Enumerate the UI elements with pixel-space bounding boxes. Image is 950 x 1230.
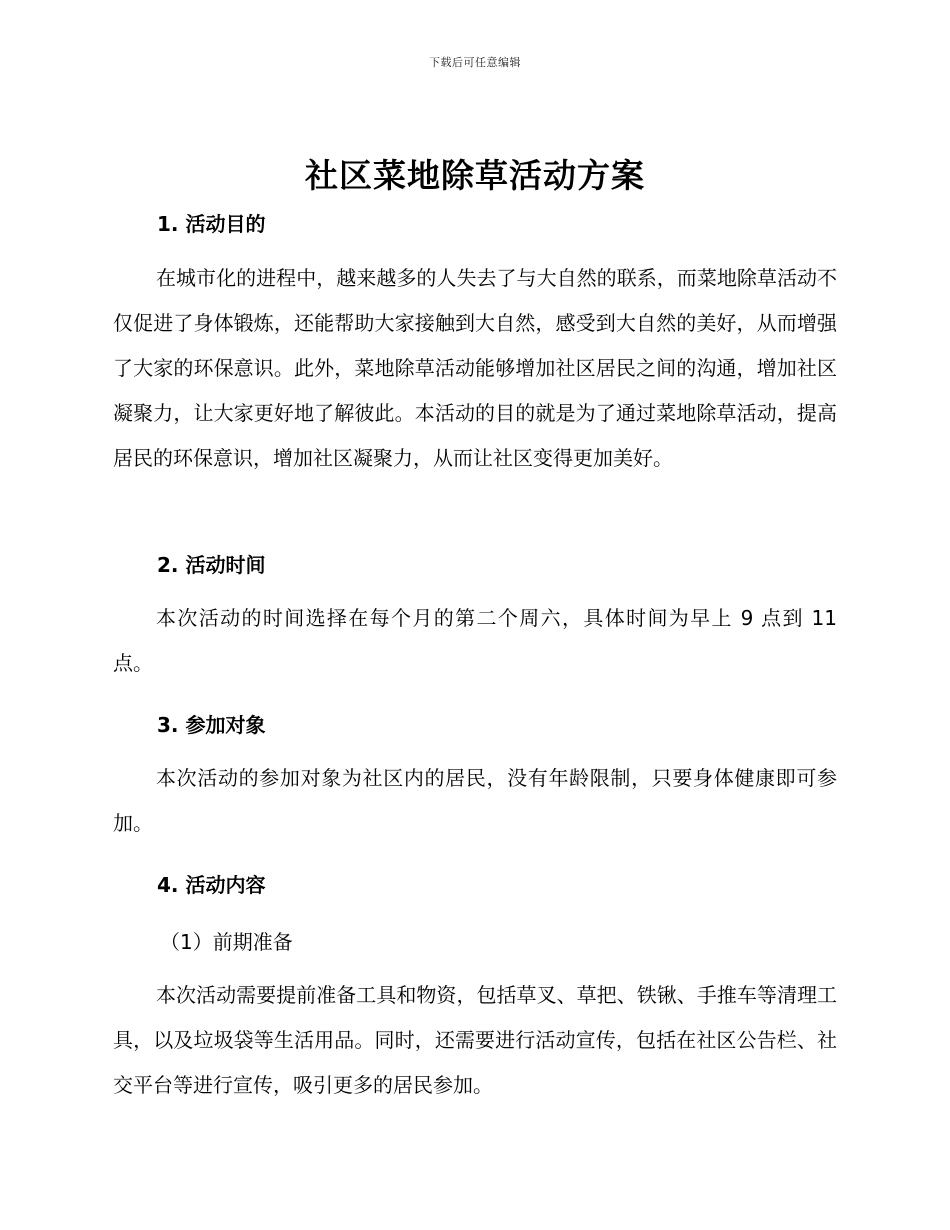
document-title: 社区菜地除草活动方案 (305, 156, 645, 195)
section-subheading-preparation: （1）前期准备 (160, 930, 293, 954)
section-heading-participants: 3. 参加对象 (157, 713, 266, 737)
section-heading-content: 4. 活动内容 (157, 873, 266, 897)
section-paragraph-purpose: 在城市化的进程中，越来越多的人失去了与大自然的联系，而菜地除草活动不仅促进了身体锻炼，还能帮助大家接触到大自然，感受到大自然的美好，从而增强了大家的环保意识。此外，菜地除草活动能够增加社区居民之间的沟通，增加社区凝聚力，让大家更好地了解彼此。本活动的目的就是为了通过菜地除草活动，提高居民的环保意识，增加社区凝聚力，从而让社区变得更加美好。 (113, 266, 837, 470)
section-paragraph-time: 本次活动的时间选择在每个月的第二个周六，具体时间为早上 9 点到 11 点。 (113, 606, 837, 675)
section-heading-purpose: 1. 活动目的 (157, 212, 266, 236)
page-header-note: 下载后可任意编辑 (429, 56, 521, 69)
section-paragraph-participants: 本次活动的参加对象为社区内的居民，没有年龄限制，只要身体健康即可参加。 (113, 766, 837, 835)
section-paragraph-preparation: 本次活动需要提前准备工具和物资，包括草叉、草把、铁锹、手推车等清理工具，以及垃圾袋等生活用品。同时，还需要进行活动宣传，包括在社区公告栏、社交平台等进行宣传，吸引更多的居民参加。 (113, 983, 837, 1097)
section-heading-time: 2. 活动时间 (157, 553, 266, 577)
